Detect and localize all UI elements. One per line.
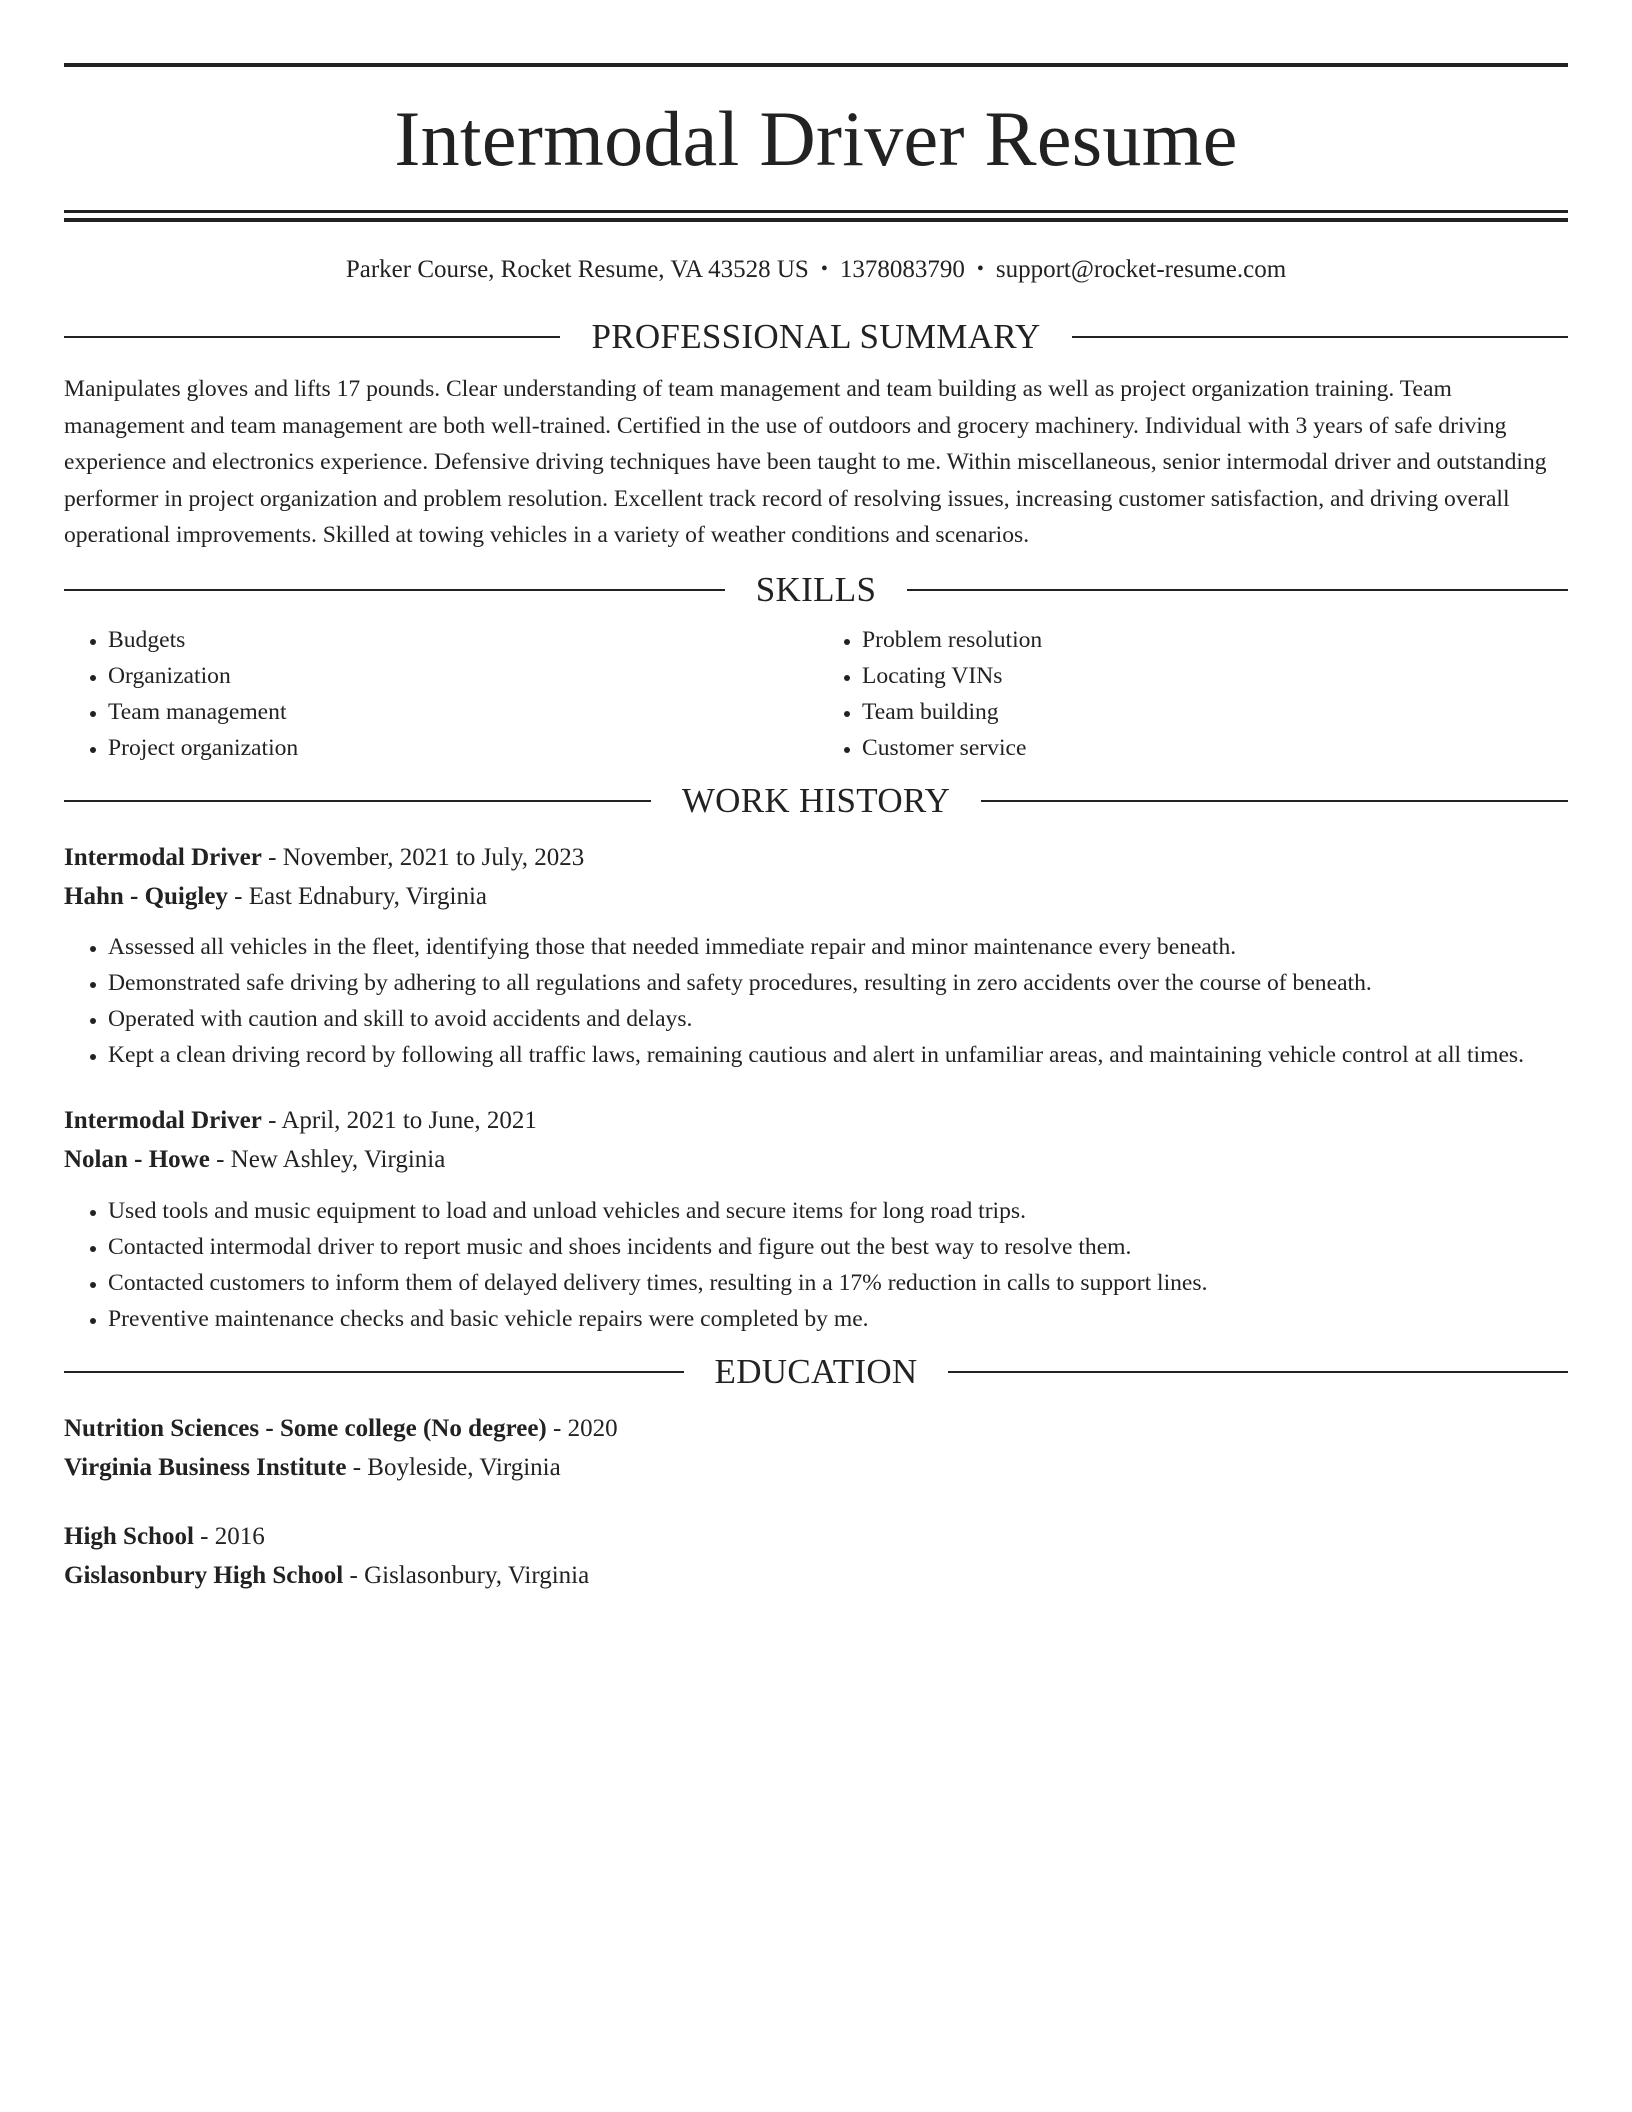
job-title: Intermodal Driver	[64, 843, 262, 871]
education-location: - Gislasonbury, Virginia	[343, 1561, 590, 1589]
job-title-line	[64, 1101, 1568, 1140]
contact-separator: •	[820, 258, 828, 280]
summary-heading	[64, 317, 1568, 357]
job-bullets	[64, 929, 1568, 1073]
work-heading-text: WORK HISTORY	[681, 780, 951, 820]
contact-separator: •	[976, 258, 984, 280]
education-year: - 2020	[546, 1414, 618, 1442]
education-entry	[64, 1517, 1568, 1595]
heading-rule	[64, 800, 651, 802]
job-bullet: • Demonstrated safe driving by adhering to all regulations and safety procedures, resulting in zero accidents over the course of beneath.	[108, 965, 1568, 1001]
education-location: - Boyleside, Virginia	[346, 1453, 561, 1481]
job-company-line	[64, 1140, 1568, 1179]
job-title: Intermodal Driver	[64, 1106, 262, 1134]
job-location: - New Ashley, Virginia	[209, 1145, 446, 1173]
job-bullets	[64, 1193, 1568, 1337]
skills-column-right	[814, 622, 1568, 766]
heading-rule	[948, 1371, 1568, 1373]
skill-item: • Budgets	[108, 622, 814, 658]
job-company: Hahn - Quigley	[64, 882, 228, 910]
summary-text: Manipulates gloves and lifts 17 pounds. Clear understanding of team management and team building as well as project organization training. Team management and team management are both well-trained. Certified in the use of outdoors and grocery machinery. Individual with 3 years of safe driving experience and electronics experience. Defensive driving techniques have been taught to me. Within miscellaneous, senior intermodal driver and outstanding performer in project organization and problem resolution. Excellent track record of resolving issues, increasing customer satisfaction, and driving overall operational improvements. Skilled at towing vehicles in a variety of weather conditions and scenarios.	[64, 376, 1547, 548]
skill-item: • Problem resolution	[862, 622, 1568, 658]
skill-item: • Customer service	[862, 730, 1568, 766]
job-location: - East Ednabury, Virginia	[227, 882, 488, 910]
education-degree: High School	[64, 1522, 194, 1550]
heading-rule	[64, 1371, 684, 1373]
skills-list	[64, 622, 1568, 766]
job-bullet: • Contacted customers to inform them of delayed delivery times, resulting in a 17% reduction in calls to support lines.	[108, 1265, 1568, 1301]
education-year: - 2016	[193, 1522, 265, 1550]
skills-heading	[64, 570, 1568, 610]
job-company-line	[64, 877, 1568, 916]
heading-rule	[981, 800, 1568, 802]
job-bullet: • Assessed all vehicles in the fleet, identifying those that needed immediate repair and minor maintenance every beneath.	[108, 929, 1568, 965]
job-bullet: • Operated with caution and skill to avoid accidents and delays.	[108, 1001, 1568, 1037]
skills-heading-text: SKILLS	[755, 569, 877, 609]
summary-heading-text: PROFESSIONAL SUMMARY	[591, 317, 1041, 356]
education-school: Virginia Business Institute	[64, 1453, 347, 1481]
job-bullet: • Preventive maintenance checks and basic vehicle repairs were completed by me.	[108, 1301, 1568, 1337]
job-title-line	[64, 838, 1568, 877]
contact-line	[64, 255, 1568, 286]
job-bullet: • Contacted intermodal driver to report music and shoes incidents and figure out the best way to resolve them.	[108, 1229, 1568, 1265]
work-heading	[64, 781, 1568, 821]
job-dates: - November, 2021 to July, 2023	[261, 843, 585, 871]
job-entry	[64, 838, 1568, 1073]
skill-item: • Locating VINs	[862, 658, 1568, 694]
job-company: Nolan - Howe	[64, 1145, 210, 1173]
job-bullet: • Used tools and music equipment to load and unload vehicles and secure items for long road trips.	[108, 1193, 1568, 1229]
title-double-rule	[64, 210, 1568, 222]
heading-rule	[907, 589, 1568, 591]
top-rule	[64, 63, 1568, 67]
education-school-line	[64, 1556, 1568, 1595]
heading-rule	[64, 589, 725, 591]
contact-address: Parker Course, Rocket Resume, VA 43528 US	[345, 256, 809, 283]
job-entry	[64, 1101, 1568, 1337]
education-degree-line	[64, 1409, 1568, 1448]
contact-email: support@rocket-resume.com	[995, 256, 1287, 283]
job-dates: - April, 2021 to June, 2021	[261, 1106, 537, 1134]
education-school-line	[64, 1448, 1568, 1487]
education-degree-line	[64, 1517, 1568, 1556]
education-heading	[64, 1352, 1568, 1392]
skill-item: • Team building	[862, 694, 1568, 730]
job-bullet: • Kept a clean driving record by following all traffic laws, remaining cautious and alert in unfamiliar areas, and maintaining vehicle control at all times.	[108, 1037, 1568, 1073]
skill-item: • Organization	[108, 658, 814, 694]
education-heading-text: EDUCATION	[714, 1351, 918, 1391]
education-entry	[64, 1409, 1568, 1487]
skill-item: • Project organization	[108, 730, 814, 766]
skills-column-left	[64, 622, 814, 766]
heading-rule	[64, 336, 560, 338]
education-degree: Nutrition Sciences - Some college (No degree)	[64, 1414, 547, 1442]
contact-phone: 1378083790	[839, 256, 965, 283]
heading-rule	[1072, 336, 1568, 338]
education-school: Gislasonbury High School	[64, 1561, 344, 1589]
skill-item: • Team management	[108, 694, 814, 730]
resume-title: Intermodal Driver Resume	[394, 95, 1238, 182]
